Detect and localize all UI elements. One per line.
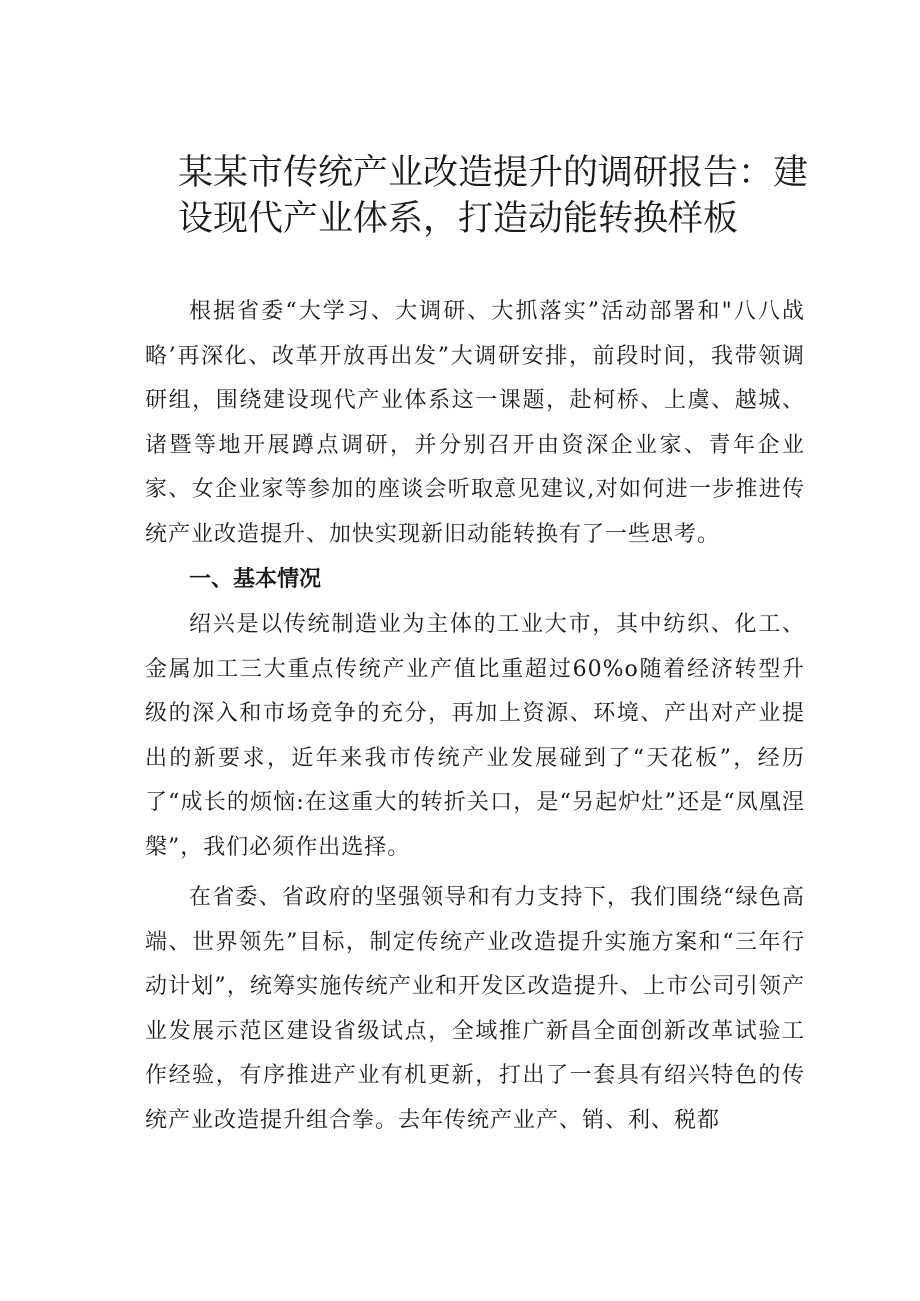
intro-paragraph: 根据省委“大学习、大调研、大抓落实”活动部署和"八八战略’再深化、改革开放再出发”大调研安排，前段时间，我带领调研组，围绕建设现代产业体系这一课题，赴柯桥、上虞、越城、诸暨等地开展蹲点调研，并分别召开由资深企业家、青年企业家、女企业家等参加的座谈会听取意见建议,对如何进一步推进传统产业改造提升、加快实现新旧动能转换有了一些思考。 (145, 299, 805, 547)
body-paragraph: 绍兴是以传统制造业为主体的工业大市，其中纺织、化工、金属加工三大重点传统产业产值比重超过60%o随着经济转型升级的深入和市场竞争的充分，再加上资源、环境、产出对产业提出的新要求，近年来我市传统产业发展碰到了“天花板”，经历了“成长的烦恼:在这重大的转折关口，是“另起炉灶”还是“凤凰涅槃”，我们必须作出选择。 (145, 612, 805, 860)
document-body (145, 290, 805, 1143)
body-paragraph: 在省委、省政府的坚强领导和有力支持下，我们围绕“绿色高端、世界领先”目标，制定传统产业改造提升实施方案和“三年行动计划”，统筹实施传统产业和开发区改造提升、上市公司引领产业发展示范区建设省级试点，全域推广新昌全面创新改革试验工作经验，有序推进产业有机更新，打出了一套具有绍兴特色的传统产业改造提升组合拳。去年传统产业产、销、利、税都 (145, 885, 805, 1133)
document-title: 某某市传统产业改造提升的调研报告：建设现代产业体系，打造动能转换样板 (178, 153, 809, 239)
section-heading: 一、基本情况 (189, 567, 322, 592)
